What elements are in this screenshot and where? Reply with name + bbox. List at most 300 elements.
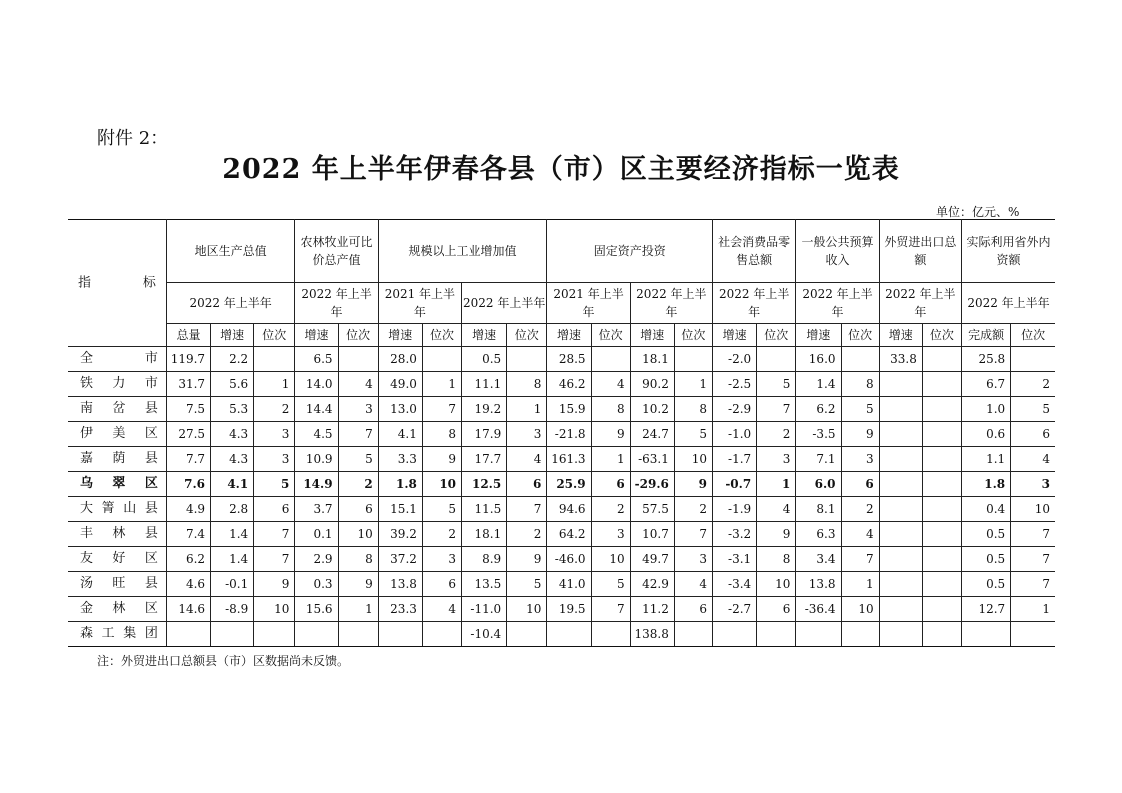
table-cell: 3	[841, 447, 879, 472]
table-cell: 3	[422, 547, 461, 572]
period-header: 2022 年上半年	[462, 283, 547, 324]
period-header: 2022 年上半年	[961, 283, 1055, 324]
table-cell: -63.1	[630, 447, 674, 472]
table-cell	[879, 597, 922, 622]
table-cell: 14.4	[295, 397, 338, 422]
table-cell: 4.1	[211, 472, 254, 497]
table-row	[68, 422, 1055, 447]
table-cell: 8	[674, 397, 712, 422]
table-cell: 27.5	[166, 422, 210, 447]
table-cell	[591, 622, 630, 647]
period-header: 2022 年上半年	[796, 283, 879, 324]
table-cell: 8	[507, 372, 547, 397]
table-row	[68, 572, 1055, 597]
table-cell: 0.5	[961, 522, 1010, 547]
table-row	[68, 372, 1055, 397]
table-cell: 64.2	[547, 522, 591, 547]
table-cell: 5.3	[211, 397, 254, 422]
table-cell: 4	[507, 447, 547, 472]
table-row	[68, 622, 1055, 647]
table-cell: 1.1	[961, 447, 1010, 472]
table-cell: 7	[254, 547, 295, 572]
table-cell: 10	[422, 472, 461, 497]
table-cell: 11.5	[462, 497, 507, 522]
subcolumn-header: 位次	[507, 324, 547, 347]
economic-indicators-table	[68, 219, 1055, 647]
table-cell	[879, 422, 922, 447]
table-cell: 10	[591, 547, 630, 572]
table-row	[68, 597, 1055, 622]
table-cell: 10.9	[295, 447, 338, 472]
table-cell	[879, 372, 922, 397]
table-cell	[922, 447, 961, 472]
table-cell	[879, 497, 922, 522]
table-cell: 7.4	[166, 522, 210, 547]
table-cell: 0.3	[295, 572, 338, 597]
table-cell	[796, 622, 841, 647]
period-header: 2022 年上半年	[713, 283, 796, 324]
unit-label: 单位：亿元、%	[936, 205, 1020, 219]
table-cell: 1	[674, 372, 712, 397]
table-cell	[507, 347, 547, 372]
table-row	[68, 472, 1055, 497]
table-row	[68, 397, 1055, 422]
table-cell: 5	[422, 497, 461, 522]
table-cell: 119.7	[166, 347, 210, 372]
table-cell: 2	[1011, 372, 1055, 397]
table-row	[68, 547, 1055, 572]
table-cell: 2	[507, 522, 547, 547]
table-cell: 4.5	[295, 422, 338, 447]
row-label: 丰林县	[68, 522, 166, 547]
table-cell: 94.6	[547, 497, 591, 522]
table-cell	[922, 572, 961, 597]
table-cell: 11.1	[462, 372, 507, 397]
table-cell: -2.9	[713, 397, 757, 422]
subcolumn-header: 增速	[796, 324, 841, 347]
row-label: 南岔县	[68, 397, 166, 422]
table-cell: 161.3	[547, 447, 591, 472]
table-cell: 3	[507, 422, 547, 447]
table-cell: 7.5	[166, 397, 210, 422]
table-cell: 5	[841, 397, 879, 422]
indicator-header-left: 指	[78, 275, 92, 291]
table-cell: 2	[674, 497, 712, 522]
table-cell: 10.7	[630, 522, 674, 547]
table-cell: 4.9	[166, 497, 210, 522]
table-cell: 3.4	[796, 547, 841, 572]
table-cell	[922, 397, 961, 422]
table-cell: 7	[841, 547, 879, 572]
page-title: 2022 年上半年伊春各县（市）区主要经济指标一览表	[222, 154, 900, 185]
table-cell: 4	[841, 522, 879, 547]
table-cell: 7	[1011, 572, 1055, 597]
group-header-budget: 一般公共预算收入	[796, 220, 879, 283]
table-cell: 2	[591, 497, 630, 522]
table-cell: 6.2	[166, 547, 210, 572]
table-cell: 1	[338, 597, 378, 622]
table-cell: 9	[507, 547, 547, 572]
table-cell	[338, 622, 378, 647]
table-cell	[922, 497, 961, 522]
table-cell: 3.7	[295, 497, 338, 522]
table-cell: -11.0	[462, 597, 507, 622]
table-cell: 6	[841, 472, 879, 497]
table-cell: 10.2	[630, 397, 674, 422]
table-cell	[879, 622, 922, 647]
table-cell	[166, 622, 210, 647]
table-cell: 13.8	[796, 572, 841, 597]
table-cell: 0.4	[961, 497, 1010, 522]
table-cell: 42.9	[630, 572, 674, 597]
table-cell: -8.9	[211, 597, 254, 622]
subcolumn-header: 增速	[547, 324, 591, 347]
table-cell: 7	[674, 522, 712, 547]
table-cell: 11.2	[630, 597, 674, 622]
subcolumn-header: 增速	[378, 324, 422, 347]
table-cell: 17.7	[462, 447, 507, 472]
table-cell: 14.0	[295, 372, 338, 397]
table-cell: 2	[422, 522, 461, 547]
subcolumn-header: 位次	[757, 324, 796, 347]
table-cell	[879, 472, 922, 497]
group-header-agri: 农林牧业可比价总产值	[295, 220, 378, 283]
subcolumn-header: 位次	[422, 324, 461, 347]
period-header: 2022 年上半年	[166, 283, 295, 324]
table-cell: 3	[1011, 472, 1055, 497]
table-cell: 4	[1011, 447, 1055, 472]
table-cell: 5	[591, 572, 630, 597]
table-cell: 49.7	[630, 547, 674, 572]
table-cell: 13.5	[462, 572, 507, 597]
row-label: 嘉荫县	[68, 447, 166, 472]
table-cell	[757, 622, 796, 647]
table-cell: 6	[1011, 422, 1055, 447]
table-cell: -1.0	[713, 422, 757, 447]
table-cell	[338, 347, 378, 372]
subcolumn-header: 增速	[879, 324, 922, 347]
table-cell: 3	[254, 422, 295, 447]
group-header-industry: 规模以上工业增加值	[378, 220, 547, 283]
table-cell: 8.1	[796, 497, 841, 522]
table-cell: 4.3	[211, 422, 254, 447]
table-cell: -2.0	[713, 347, 757, 372]
table-cell: 0.6	[961, 422, 1010, 447]
table-cell: 41.0	[547, 572, 591, 597]
table-cell: 5	[254, 472, 295, 497]
header-row-subcolumns	[68, 324, 1055, 347]
table-cell	[879, 547, 922, 572]
table-cell: 8	[841, 372, 879, 397]
table-cell	[922, 522, 961, 547]
table-cell	[422, 622, 461, 647]
table-cell: 2	[841, 497, 879, 522]
table-cell: 7	[591, 597, 630, 622]
header-row-periods	[68, 283, 1055, 324]
table-cell	[1011, 622, 1055, 647]
table-cell: 1	[1011, 597, 1055, 622]
table-cell	[879, 447, 922, 472]
table-row	[68, 522, 1055, 547]
table-cell: 46.2	[547, 372, 591, 397]
subcolumn-header: 位次	[674, 324, 712, 347]
table-cell: 17.9	[462, 422, 507, 447]
row-label: 铁力市	[68, 372, 166, 397]
table-cell: 4.1	[378, 422, 422, 447]
table-cell: 8	[338, 547, 378, 572]
table-cell: 2	[757, 422, 796, 447]
group-header-fdi: 实际利用省外内资额	[961, 220, 1055, 283]
table-cell	[879, 397, 922, 422]
table-cell: 1	[254, 372, 295, 397]
table-cell: 12.5	[462, 472, 507, 497]
table-cell	[591, 347, 630, 372]
table-cell: 10	[757, 572, 796, 597]
table-cell: 5	[1011, 397, 1055, 422]
table-cell	[547, 622, 591, 647]
table-cell: 6	[674, 597, 712, 622]
table-cell: -21.8	[547, 422, 591, 447]
table-cell: 14.9	[295, 472, 338, 497]
table-cell: 6.2	[796, 397, 841, 422]
table-cell: 7	[422, 397, 461, 422]
table-cell: 6	[422, 572, 461, 597]
table-cell: -3.2	[713, 522, 757, 547]
table-cell: 2	[254, 397, 295, 422]
table-cell: 10	[338, 522, 378, 547]
indicator-header-cell	[68, 220, 166, 347]
table-cell: -0.1	[211, 572, 254, 597]
table-cell: 6.0	[796, 472, 841, 497]
row-label: 森工集团	[68, 622, 166, 647]
table-cell: 3	[674, 547, 712, 572]
table-cell: 5	[757, 372, 796, 397]
table-cell: 2.9	[295, 547, 338, 572]
table-cell: -46.0	[547, 547, 591, 572]
table-cell	[922, 472, 961, 497]
table-cell: 7.7	[166, 447, 210, 472]
table-cell: 25.8	[961, 347, 1010, 372]
table-cell: 6.7	[961, 372, 1010, 397]
table-cell: 7	[507, 497, 547, 522]
table-cell: 15.1	[378, 497, 422, 522]
subcolumn-header: 完成额	[961, 324, 1010, 347]
table-cell: 2.2	[211, 347, 254, 372]
table-cell: 49.0	[378, 372, 422, 397]
table-cell: 1.4	[211, 547, 254, 572]
table-cell: 15.9	[547, 397, 591, 422]
table-cell: 10	[841, 597, 879, 622]
table-cell: -29.6	[630, 472, 674, 497]
table-cell	[422, 347, 461, 372]
table-cell: -1.9	[713, 497, 757, 522]
group-header-investment: 固定资产投资	[547, 220, 713, 283]
table-cell: 4	[422, 597, 461, 622]
table-cell: 0.5	[462, 347, 507, 372]
table-cell: 7.6	[166, 472, 210, 497]
table-cell: 1.4	[211, 522, 254, 547]
table-cell	[922, 347, 961, 372]
table-cell: 2	[338, 472, 378, 497]
table-cell: 6.3	[796, 522, 841, 547]
table-cell	[961, 622, 1010, 647]
row-label: 伊美区	[68, 422, 166, 447]
table-cell: 9	[591, 422, 630, 447]
row-label: 大箐山县	[68, 497, 166, 522]
table-cell: 90.2	[630, 372, 674, 397]
table-cell: 3.3	[378, 447, 422, 472]
table-cell: 9	[338, 572, 378, 597]
footnote: 注：外贸进出口总额县（市）区数据尚未反馈。	[97, 654, 350, 668]
period-header: 2022 年上半年	[879, 283, 961, 324]
table-cell: 3	[591, 522, 630, 547]
table-cell: 28.5	[547, 347, 591, 372]
subcolumn-header: 总量	[166, 324, 210, 347]
table-cell: 6	[254, 497, 295, 522]
table-cell: 15.6	[295, 597, 338, 622]
table-cell: 23.3	[378, 597, 422, 622]
table-cell: 9	[254, 572, 295, 597]
table-cell: 9	[422, 447, 461, 472]
table-cell: 5	[338, 447, 378, 472]
table-cell: 5	[507, 572, 547, 597]
row-label: 友好区	[68, 547, 166, 572]
table-cell: 13.8	[378, 572, 422, 597]
indicator-header-right: 标	[142, 275, 156, 291]
table-cell: 14.6	[166, 597, 210, 622]
table-cell: 18.1	[462, 522, 507, 547]
table-cell	[841, 622, 879, 647]
table-cell: 10	[507, 597, 547, 622]
row-label: 全市	[68, 347, 166, 372]
table-cell: 18.1	[630, 347, 674, 372]
table-cell	[922, 597, 961, 622]
table-cell: 1	[507, 397, 547, 422]
subcolumn-header: 位次	[1011, 324, 1055, 347]
table-cell: 1	[841, 572, 879, 597]
table-cell: 8	[757, 547, 796, 572]
subcolumn-header: 增速	[295, 324, 338, 347]
table-cell: 10	[254, 597, 295, 622]
table-cell	[879, 572, 922, 597]
table-cell: 7	[1011, 522, 1055, 547]
table-cell: 3	[254, 447, 295, 472]
table-cell: 9	[841, 422, 879, 447]
table-cell: 4	[674, 572, 712, 597]
table-cell	[922, 547, 961, 572]
table-cell: -3.5	[796, 422, 841, 447]
subcolumn-header: 位次	[338, 324, 378, 347]
table-cell: 2.8	[211, 497, 254, 522]
subcolumn-header: 增速	[462, 324, 507, 347]
table-cell: 16.0	[796, 347, 841, 372]
table-cell: -2.5	[713, 372, 757, 397]
table-cell	[674, 622, 712, 647]
table-cell: 0.5	[961, 547, 1010, 572]
table-cell	[295, 622, 338, 647]
table-cell: 4.6	[166, 572, 210, 597]
row-label: 金林区	[68, 597, 166, 622]
table-cell	[1011, 347, 1055, 372]
table-cell: 1	[757, 472, 796, 497]
table-cell	[713, 622, 757, 647]
table-cell: 8.9	[462, 547, 507, 572]
table-cell	[211, 622, 254, 647]
table-cell: 4.3	[211, 447, 254, 472]
row-label: 汤旺县	[68, 572, 166, 597]
table-cell	[378, 622, 422, 647]
table-cell: -10.4	[462, 622, 507, 647]
table-cell: 12.7	[961, 597, 1010, 622]
table-cell: 8	[591, 397, 630, 422]
table-cell: 10	[1011, 497, 1055, 522]
subcolumn-header: 位次	[254, 324, 295, 347]
group-header-trade: 外贸进出口总额	[879, 220, 961, 283]
group-header-retail: 社会消费品零售总额	[713, 220, 796, 283]
table-cell: 25.9	[547, 472, 591, 497]
table-row	[68, 497, 1055, 522]
table-cell: 7	[1011, 547, 1055, 572]
table-cell: 7.1	[796, 447, 841, 472]
subcolumn-header: 增速	[211, 324, 254, 347]
period-header: 2022 年上半年	[630, 283, 712, 324]
table-cell: 5.6	[211, 372, 254, 397]
table-cell: 0.1	[295, 522, 338, 547]
table-cell	[922, 372, 961, 397]
table-cell: 6	[338, 497, 378, 522]
table-cell: 1.8	[378, 472, 422, 497]
table-cell: 39.2	[378, 522, 422, 547]
table-cell: 5	[674, 422, 712, 447]
table-cell: 37.2	[378, 547, 422, 572]
table-cell: 1.8	[961, 472, 1010, 497]
table-cell	[841, 347, 879, 372]
table-cell: 1	[422, 372, 461, 397]
table-cell: 6	[591, 472, 630, 497]
table-cell: 7	[338, 422, 378, 447]
table-cell: -1.7	[713, 447, 757, 472]
table-cell: -0.7	[713, 472, 757, 497]
table-cell: 6.5	[295, 347, 338, 372]
period-header: 2021 年上半年	[547, 283, 630, 324]
table-cell: 10	[674, 447, 712, 472]
table-cell: 13.0	[378, 397, 422, 422]
table-row	[68, 447, 1055, 472]
table-cell: 6	[507, 472, 547, 497]
subcolumn-header: 位次	[922, 324, 961, 347]
row-label: 乌翠区	[68, 472, 166, 497]
table-cell	[922, 422, 961, 447]
table-cell: 8	[422, 422, 461, 447]
table-row	[68, 347, 1055, 372]
table-cell	[254, 347, 295, 372]
table-cell: 9	[757, 522, 796, 547]
table-cell: 31.7	[166, 372, 210, 397]
table-cell: 3	[757, 447, 796, 472]
table-cell: 19.5	[547, 597, 591, 622]
subcolumn-header: 增速	[630, 324, 674, 347]
group-header-gdp: 地区生产总值	[166, 220, 295, 283]
table-cell: 28.0	[378, 347, 422, 372]
subcolumn-header: 增速	[713, 324, 757, 347]
table-cell: 4	[338, 372, 378, 397]
table-cell: 4	[591, 372, 630, 397]
table-cell	[674, 347, 712, 372]
table-cell: 1.4	[796, 372, 841, 397]
table-cell: 1	[591, 447, 630, 472]
table-cell: 7	[757, 397, 796, 422]
table-cell: -3.1	[713, 547, 757, 572]
